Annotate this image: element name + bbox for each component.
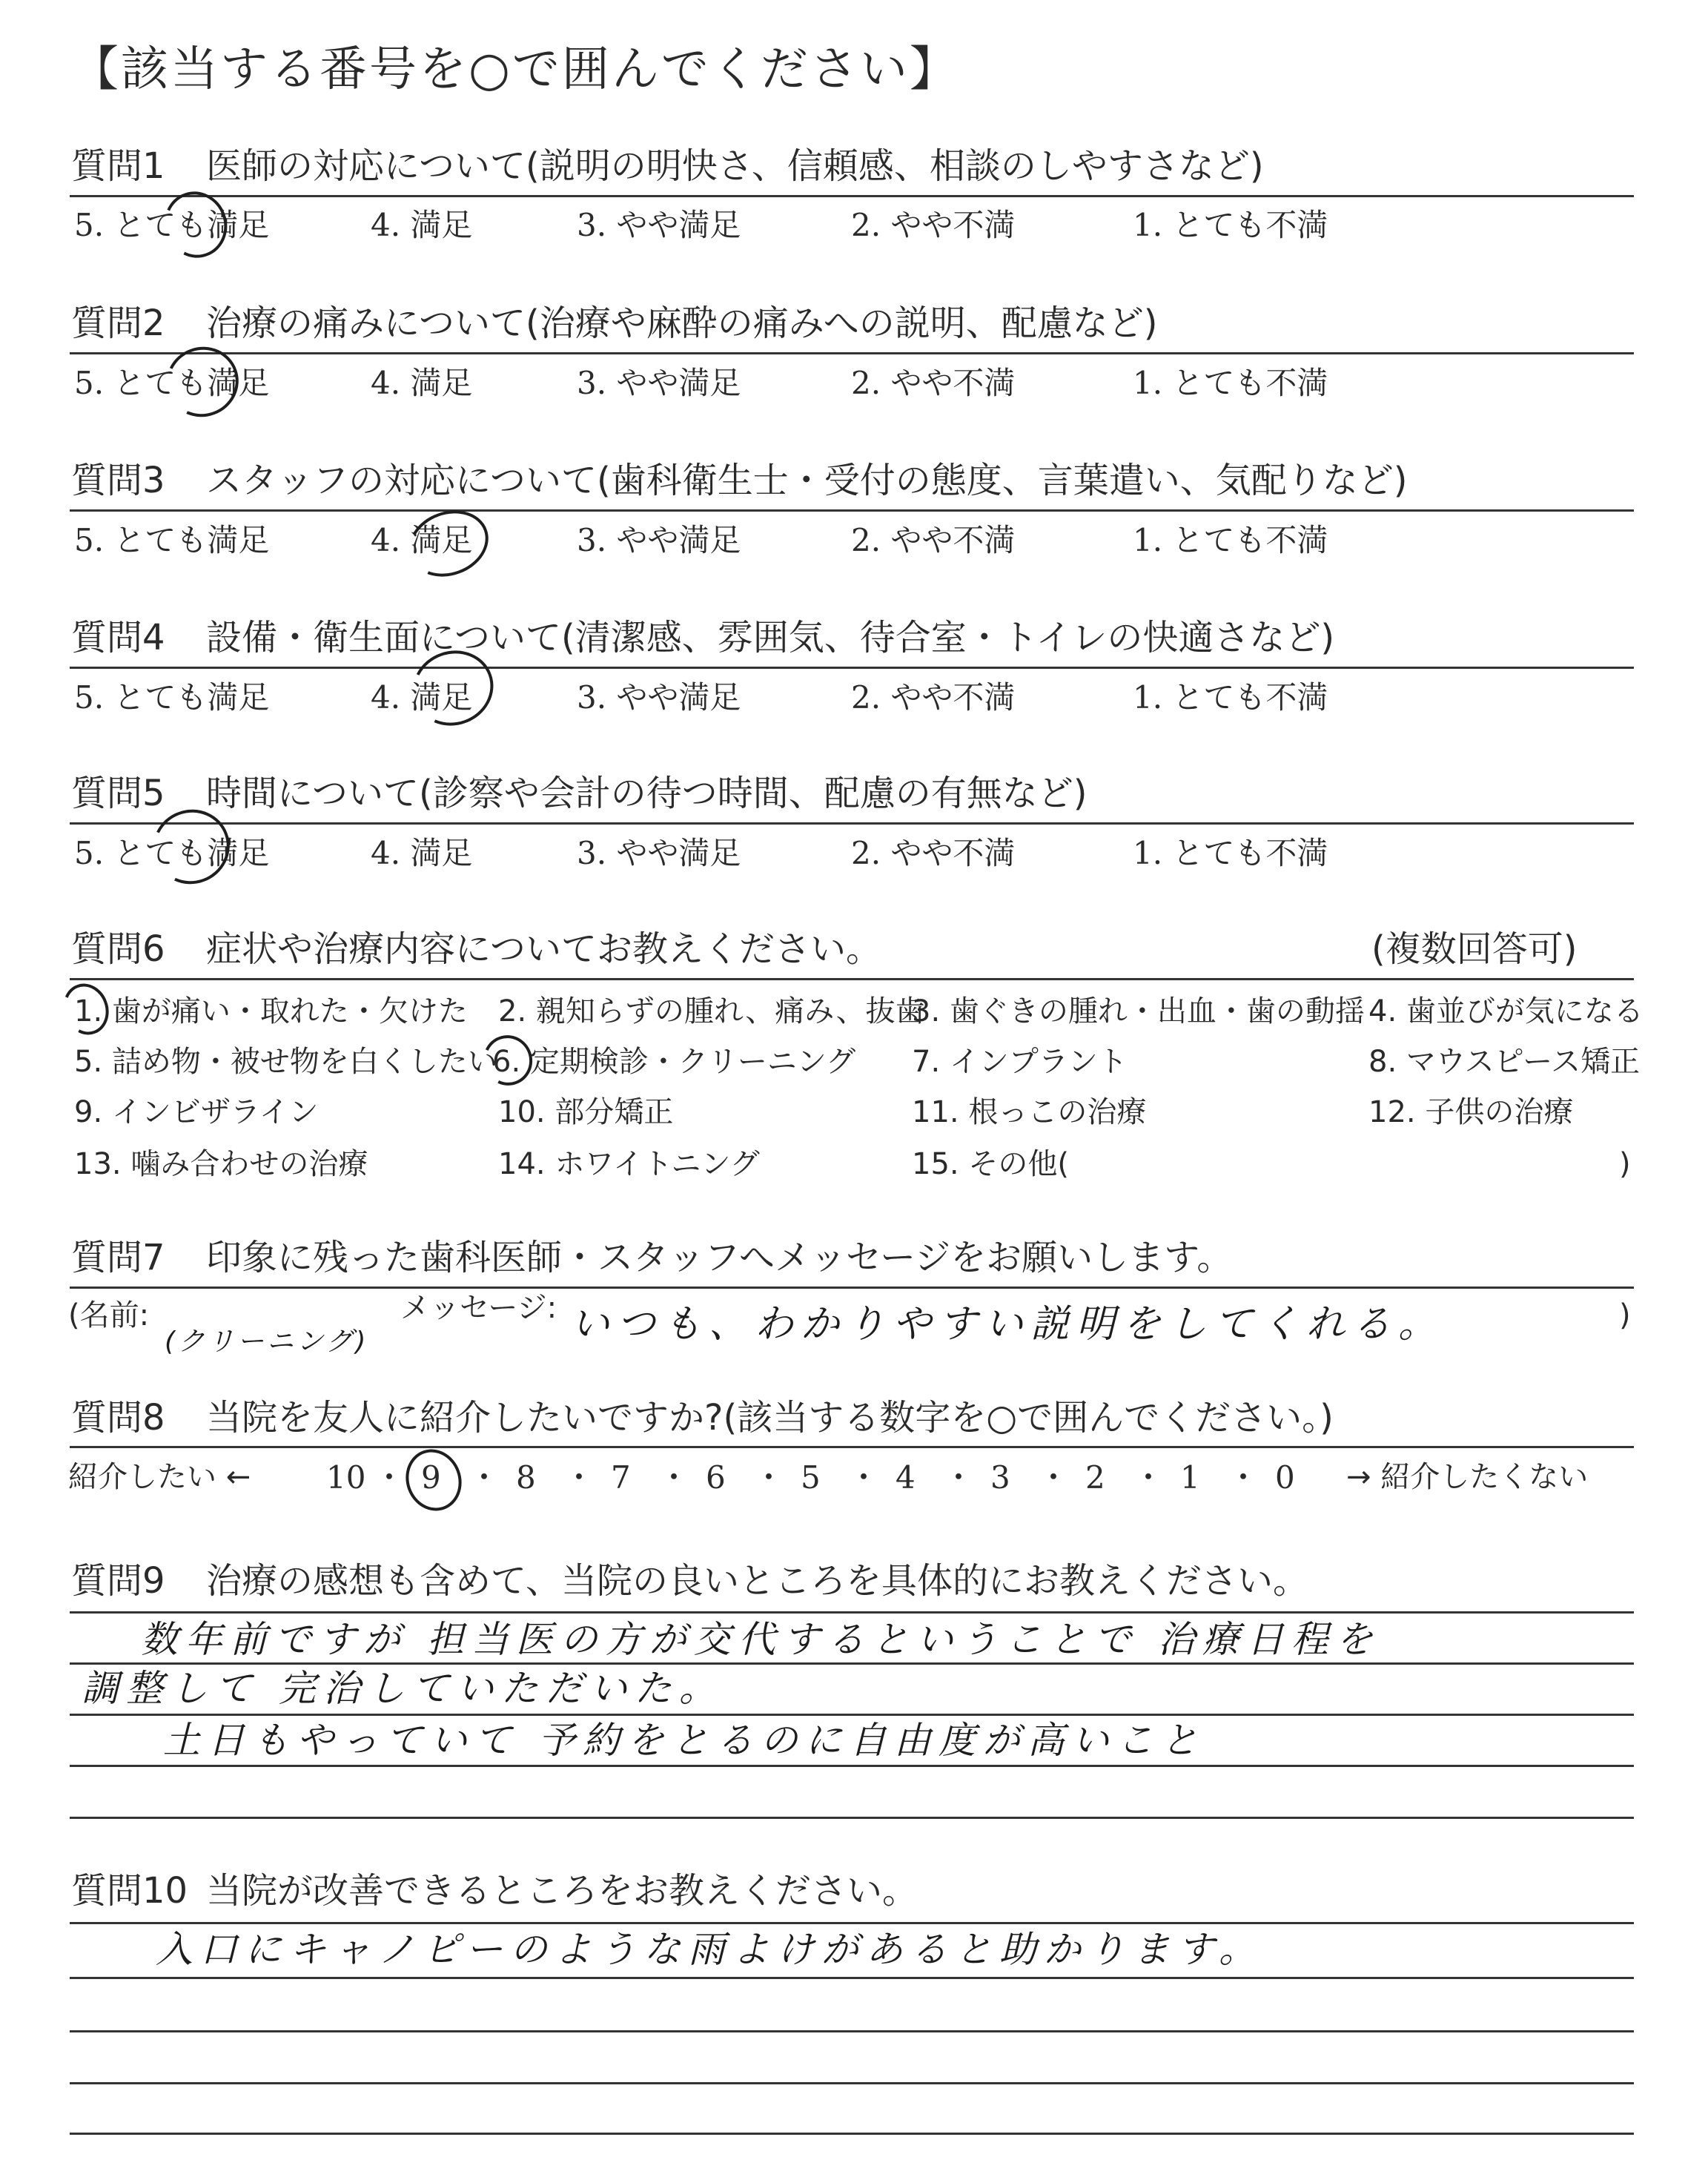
q3-option-1[interactable]: 1. とても不満 <box>1133 522 1328 558</box>
q8-text: 当院を友人に紹介したいですか?(該当する数字を○で囲んでください。) <box>206 1397 1334 1439</box>
q6-item-12[interactable]: 12. 子供の治療 <box>1368 1095 1574 1129</box>
q6-text: 症状や治療内容についてお教えください。 <box>206 928 882 970</box>
q6-item-7[interactable]: 7. インプラント <box>912 1045 1128 1079</box>
q3-option-3[interactable]: 3. やや満足 <box>577 522 741 558</box>
q9-answer-line-2[interactable]: 調整して 完治していただいた。 <box>82 1667 724 1710</box>
q6-item-11[interactable]: 11. 根っこの治療 <box>912 1095 1147 1129</box>
q8-scale-value-2[interactable]: 2 <box>1085 1459 1105 1496</box>
q3-rule <box>70 509 1634 512</box>
q9-label: 質問9 <box>71 1560 165 1602</box>
q6-item-5[interactable]: 5. 詰め物・被せ物を白くしたい <box>74 1045 497 1079</box>
q4-text: 設備・衛生面について(清潔感、雰囲気、待合室・トイレの快適さなど) <box>206 617 1335 658</box>
q8-scale-value-8[interactable]: 8 <box>516 1459 536 1496</box>
q6-item-2[interactable]: 2. 親知らずの腫れ、痛み、抜歯 <box>498 994 925 1028</box>
q6-selection-circle-1 <box>56 977 116 1041</box>
q6-item-8[interactable]: 8. マウスピース矯正 <box>1368 1045 1641 1079</box>
q10-answer-line-1[interactable]: 入口にキャノピーのような雨よけがあると助かります。 <box>156 1928 1263 1971</box>
q5-text: 時間について(診察や会計の待つ時間、配慮の有無など) <box>206 773 1088 814</box>
q5-option-4[interactable]: 4. 満足 <box>371 835 473 871</box>
q8-scale-value-9[interactable]: 9 <box>421 1459 441 1496</box>
q8-scale-separator: ・ <box>1038 1459 1070 1496</box>
q8-scale-value-3[interactable]: 3 <box>990 1459 1010 1496</box>
q4-option-3[interactable]: 3. やや満足 <box>577 679 741 716</box>
q6-item-15-close: ) <box>1619 1147 1631 1181</box>
q6-item-15[interactable]: 15. その他( <box>912 1147 1069 1181</box>
q1-rule <box>70 195 1634 197</box>
q8-scale-separator: ・ <box>658 1459 690 1496</box>
q5-option-5[interactable]: 5. とても満足 <box>74 835 270 871</box>
q4-option-5[interactable]: 5. とても満足 <box>74 679 270 716</box>
q1-label: 質問1 <box>71 145 165 187</box>
q5-option-2[interactable]: 2. やや不満 <box>851 835 1016 871</box>
q8-scale-value-6[interactable]: 6 <box>706 1459 726 1496</box>
q7-message-handwritten[interactable]: いつも、わかりやすい説明をしてくれる。 <box>571 1302 1445 1347</box>
q1-option-1[interactable]: 1. とても不満 <box>1133 207 1328 243</box>
q8-scale-separator: ・ <box>469 1459 500 1496</box>
q9-rule-1 <box>70 1611 1634 1614</box>
q6-item-13[interactable]: 13. 噛み合わせの治療 <box>74 1147 368 1181</box>
q6-item-10[interactable]: 10. 部分矯正 <box>498 1095 674 1129</box>
q9-text: 治療の感想も含めて、当院の良いところを具体的にお教えください。 <box>206 1560 1309 1602</box>
q6-item-1[interactable]: 1. 歯が痛い・取れた・欠けた <box>74 994 468 1028</box>
q10-rule-2 <box>70 1977 1634 1979</box>
q10-text: 当院が改善できるところをお教えください。 <box>206 1870 918 1912</box>
q5-rule <box>70 822 1634 825</box>
q6-item-6[interactable]: 6. 定期検診・クリーニング <box>492 1045 856 1079</box>
q7-close-paren: ) <box>1619 1298 1631 1332</box>
q5-label: 質問5 <box>71 773 165 814</box>
q8-label: 質問8 <box>71 1397 165 1439</box>
q10-rule-5 <box>70 2133 1634 2135</box>
q1-option-2[interactable]: 2. やや不満 <box>851 207 1016 243</box>
q6-item-14[interactable]: 14. ホワイトニング <box>498 1147 760 1181</box>
q10-label: 質問10 <box>71 1870 188 1912</box>
q4-label: 質問4 <box>71 617 165 658</box>
q3-text: スタッフの対応について(歯科衛生士・受付の態度、言葉遣い、気配りなど) <box>206 460 1408 501</box>
q10-rule-4 <box>70 2082 1634 2084</box>
q5-option-1[interactable]: 1. とても不満 <box>1133 835 1328 871</box>
q3-label: 質問3 <box>71 460 165 501</box>
q3-option-4[interactable]: 4. 満足 <box>371 522 473 558</box>
q2-selection-circle <box>156 337 248 427</box>
q1-option-4[interactable]: 4. 満足 <box>371 207 473 243</box>
q7-text: 印象に残った歯科医師・スタッフへメッセージをお願いします。 <box>206 1237 1233 1278</box>
q6-note: (複数回答可) <box>1371 928 1578 970</box>
q8-selection-circle <box>397 1441 470 1519</box>
q8-scale-value-1[interactable]: 1 <box>1180 1459 1200 1496</box>
q10-rule-1 <box>70 1922 1634 1924</box>
q8-scale-separator: ・ <box>374 1459 406 1496</box>
q8-right-label: → 紹介したくない <box>1346 1460 1589 1494</box>
q7-label: 質問7 <box>71 1237 165 1278</box>
q2-label: 質問2 <box>71 303 165 344</box>
q2-option-3[interactable]: 3. やや満足 <box>577 365 741 401</box>
q2-option-1[interactable]: 1. とても不満 <box>1133 365 1328 401</box>
q4-option-2[interactable]: 2. やや不満 <box>851 679 1016 716</box>
q9-rule-5 <box>70 1817 1634 1819</box>
q1-option-3[interactable]: 3. やや満足 <box>577 207 741 243</box>
q8-scale-separator: ・ <box>1228 1459 1260 1496</box>
q10-rule-3 <box>70 2030 1634 2032</box>
q7-message-label: メッセージ: <box>400 1291 557 1325</box>
q8-scale-value-4[interactable]: 4 <box>896 1459 916 1496</box>
q9-answer-line-3[interactable]: 土日もやっていて 予約をとるのに自由度が高いこと <box>163 1719 1205 1762</box>
q6-rule <box>70 978 1634 980</box>
q8-rule <box>70 1446 1634 1448</box>
page-title: 【該当する番号を○で囲んでください】 <box>71 42 959 97</box>
q8-scale-separator: ・ <box>1133 1459 1165 1496</box>
q8-scale-value-7[interactable]: 7 <box>611 1459 631 1496</box>
q9-rule-2 <box>70 1662 1634 1665</box>
q9-rule-3 <box>70 1714 1634 1716</box>
q9-rule-4 <box>70 1765 1634 1767</box>
q6-item-9[interactable]: 9. インビザライン <box>74 1095 319 1129</box>
q2-option-5[interactable]: 5. とても満足 <box>74 365 270 401</box>
q8-scale-value-0[interactable]: 0 <box>1275 1459 1295 1496</box>
q9-answer-line-1[interactable]: 数年前ですが 担当医の方が交代するということで 治療日程を <box>141 1618 1380 1661</box>
q8-scale-value-5[interactable]: 5 <box>801 1459 821 1496</box>
q8-scale-separator: ・ <box>943 1459 975 1496</box>
q8-scale-separator: ・ <box>753 1459 785 1496</box>
q6-item-3[interactable]: 3. 歯ぐきの腫れ・出血・歯の動揺 <box>912 994 1365 1028</box>
q1-text: 医師の対応について(説明の明快さ、信頼感、相談のしやすさなど) <box>206 145 1264 187</box>
q4-rule <box>70 667 1634 669</box>
q4-option-4[interactable]: 4. 満足 <box>371 679 473 716</box>
q3-selection-circle <box>400 500 498 587</box>
q8-scale-separator: ・ <box>563 1459 595 1496</box>
q3-option-5[interactable]: 5. とても満足 <box>74 522 270 558</box>
q2-rule <box>70 352 1634 354</box>
q7-rule <box>70 1287 1634 1289</box>
q7-name-label: (名前: <box>68 1298 150 1332</box>
q8-scale-separator: ・ <box>848 1459 880 1496</box>
q4-option-1[interactable]: 1. とても不満 <box>1133 679 1328 716</box>
q8-scale-value-10[interactable]: 10 <box>326 1459 366 1496</box>
q6-label: 質問6 <box>71 928 165 970</box>
q1-option-5[interactable]: 5. とても満足 <box>74 207 270 243</box>
q2-text: 治療の痛みについて(治療や麻酔の痛みへの説明、配慮など) <box>206 303 1158 344</box>
q6-selection-circle-6 <box>476 1028 539 1092</box>
q7-name-handwritten[interactable]: (クリーニング) <box>165 1327 369 1357</box>
q6-item-4[interactable]: 4. 歯並びが気になる <box>1368 994 1644 1028</box>
q3-option-2[interactable]: 2. やや不満 <box>851 522 1016 558</box>
q2-option-2[interactable]: 2. やや不満 <box>851 365 1016 401</box>
q5-option-3[interactable]: 3. やや満足 <box>577 835 741 871</box>
q2-option-4[interactable]: 4. 満足 <box>371 365 473 401</box>
q8-left-label: 紹介したい ← <box>68 1460 251 1494</box>
